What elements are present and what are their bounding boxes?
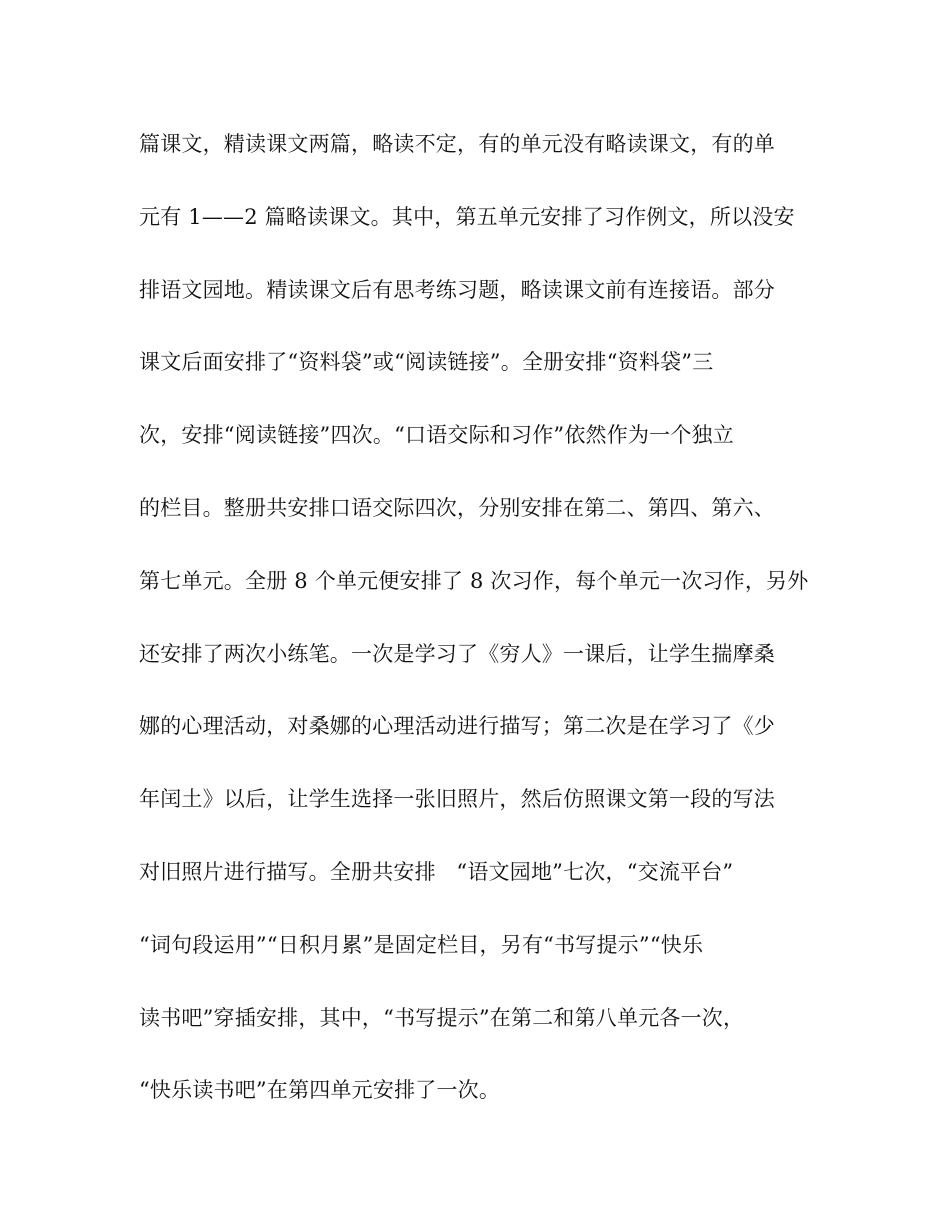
text-line: 的栏目。整册共安排口语交际四次，分别安排在第二、第四、第六、 <box>139 495 775 520</box>
text-line: 次，安排“阅读链接”四次。“口语交际和习作”依然作为一个独立 <box>139 423 734 448</box>
text-line: 还安排了两次小练笔。一次是学习了《穷人》一课后，让学生揣摩桑 <box>139 641 775 666</box>
body-paragraph <box>139 124 819 1143</box>
text-line: 第七单元。全册 8 个单元便安排了 8 次习作，每个单元一次习作，另外 <box>139 568 809 593</box>
text-line: 年闰土》以后，让学生选择一张旧照片，然后仿照课文第一段的写法 <box>139 787 775 812</box>
text-line: 娜的心理活动，对桑娜的心理活动进行描写；第二次是在学习了《少 <box>139 714 775 739</box>
text-line: 课文后面安排了“资料袋”或“阅读链接”。全册安排“资料袋”三 <box>139 350 714 375</box>
text-line: 元有 1——2 篇略读课文。其中，第五单元安排了习作例文，所以没安 <box>139 204 795 229</box>
text-line: 排语文园地。精读课文后有思考练习题，略读课文前有连接语。部分 <box>139 277 775 302</box>
text-line: 读书吧”穿插安排，其中，“书写提示”在第二和第八单元各一次， <box>139 1005 745 1030</box>
text-line: “快乐读书吧”在第四单元安排了一次。 <box>139 1078 501 1103</box>
text-line: 对旧照片进行描写。全册共安排 “语文园地”七次，“交流平台” <box>139 859 734 884</box>
text-line: 篇课文，精读课文两篇，略读不定，有的单元没有略读课文，有的单 <box>139 132 775 156</box>
text-line: “词句段运用”“日积月累”是固定栏目，另有“书写提示”“快乐 <box>139 932 704 957</box>
